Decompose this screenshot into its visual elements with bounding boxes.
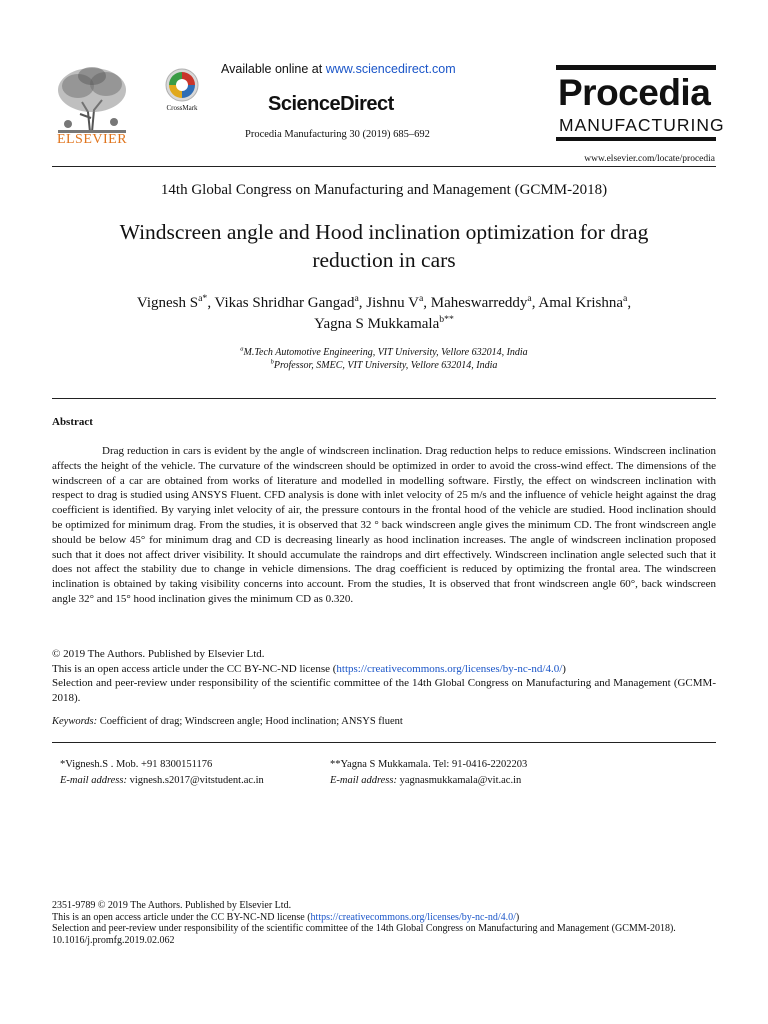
author-name: Vikas Shridhar Gangad [214, 295, 355, 311]
sciencedirect-brand: ScienceDirect [268, 93, 394, 115]
footer-peer-review: Selection and peer-review under responsibility of the scientific committee of the 14th Global Congress on Manufacturing and Management (GCMM-2018). [52, 923, 676, 935]
crossmark-label: CrossMark [166, 104, 198, 112]
procedia-subtitle: MANUFACTURING [559, 115, 725, 135]
author [538, 295, 631, 311]
author-name: Vignesh S [136, 295, 199, 311]
corresponding-author-2 [330, 757, 527, 789]
keywords-label: Keywords: [52, 716, 98, 727]
email-label: E-mail address: [330, 775, 397, 786]
email-address[interactable]: yagnasmukkamala@vit.ac.in [396, 775, 522, 786]
procedia-name: Procedia [558, 72, 711, 113]
procedia-top-bar [556, 65, 716, 70]
congress-name: 14th Global Congress on Manufacturing and Management (GCMM-2018) [160, 182, 608, 198]
author-affil-mark: b** [439, 314, 454, 325]
affiliation-text: M.Tech Automotive Engineering, VIT University, Vellore 632014, India [243, 347, 528, 358]
rights-statement [52, 647, 716, 705]
author-separator: , [531, 295, 539, 311]
author-separator: , [358, 295, 367, 311]
sciencedirect-link[interactable]: www.sciencedirect.com [325, 62, 456, 76]
affiliation-mark: a [240, 345, 244, 353]
doi[interactable]: 10.1016/j.promfg.2019.02.062 [52, 935, 175, 947]
author [314, 316, 454, 332]
available-online-line [221, 62, 456, 76]
license-prefix: This is an open access article under the CC BY-NC-ND license ( [52, 662, 337, 675]
procedia-bottom-bar [556, 137, 716, 141]
author-name: Amal Krishna [538, 295, 623, 311]
affiliations [60, 346, 708, 372]
author-name: Jishnu V [366, 295, 419, 311]
title-line-1: Windscreen angle and Hood inclination optimization for drag [119, 220, 649, 244]
author [137, 295, 215, 311]
crossmark-icon [165, 68, 199, 102]
footer-license-link[interactable]: https://creativecommons.org/licenses/by-nc-nd/4.0/ [310, 911, 516, 923]
keywords-text: Coefficient of drag; Windscreen angle; Hood inclination; ANSYS fluent [97, 716, 403, 727]
author-affil-mark: a [623, 293, 628, 304]
journal-homepage-url[interactable]: www.elsevier.com/locate/procedia [584, 154, 715, 164]
journal-reference: Procedia Manufacturing 30 (2019) 685–692 [245, 129, 430, 140]
author [431, 295, 539, 311]
email-label: E-mail address: [60, 775, 127, 786]
author [215, 295, 367, 311]
author-name: Maheswarreddy [430, 295, 528, 311]
author [366, 295, 430, 311]
license-suffix: ) [562, 662, 566, 675]
affiliation [60, 346, 708, 359]
page-footer [52, 900, 716, 947]
available-prefix: Available online at [221, 62, 326, 76]
abstract-body: Drag reduction in cars is evident by the angle of windscreen inclination. Drag reduction helps to reduce emissions. Windscreen inclination affects the height of the vehicle. The curvature of the windscreen should be optimized in order to avoid the cross-wind effect. The dimensions of the windscreen of a car are obtained from works of literature and modelled in modelling software. Firstly, the effect on windscreen inclination with respect to drag is studied using ANSYS Fluent. CFD analysis is done with inlet velocity of 25 m/s and the influence of vehicle height against the drag coefficient is identified. By varying inlet velocity of air, the pressure contours in the frontal hood of the vehicle are studied. Hood inclination should be optimized for minimum drag. From the studies, it is observed that 32 ° back windscreen angle gives the minimum CD. The front windscreen angle should be below 45° for minimum drag and CD is decreasing linearly as hood inclination increases. The angle of windscreen inclination proposed such that it does not affect driver visibility. It should accumulate the raindrops and dirt effectively. Windscreen inclination angle selected such that it does not affect the stability due to change in vehicle dimensions. The drag coefficient is reduced by optimizing the frontal area. The windscreen inclination is obtained by taking visibility concerns into account. From the studies, It is observed that front windscreen angle 60°, back windscreen angle 32° and 15° hood inclination gives the minimum CD as 0.320. [52, 445, 716, 605]
footer-license-line [52, 912, 716, 924]
author-separator: , [207, 295, 215, 311]
author-affil-mark: a [354, 293, 359, 304]
corresponding-author-1 [60, 757, 264, 789]
license-line [52, 662, 716, 677]
elsevier-wordmark: ELSEVIER [56, 132, 128, 147]
affiliation [60, 359, 708, 372]
issn-line: 2351-9789 © 2019 The Authors. Published by Elsevier Ltd. [52, 900, 292, 911]
contact-line: *Vignesh.S . Mob. +91 8300151176 [60, 759, 213, 770]
author-affil-mark: a [418, 293, 424, 304]
contact-line: **Yagna S Mukkamala. Tel: 91-0416-2202203 [330, 759, 528, 770]
crossmark-badge[interactable] [158, 68, 206, 112]
email-address[interactable]: vignesh.s2017@vitstudent.ac.in [126, 775, 264, 786]
email-line [330, 773, 527, 789]
author-separator: , [423, 295, 431, 311]
author-name: Yagna S Mukkamala [314, 316, 440, 332]
peer-review-line: Selection and peer-review under responsibility of the scientific committee of the 14th Global Congress on Manufacturing and Management (GCMM-2018). [52, 677, 716, 704]
header-divider [52, 166, 716, 167]
keywords-line [52, 716, 716, 727]
abstract-top-divider [52, 398, 716, 399]
author-affil-mark: a [527, 293, 532, 304]
affiliation-text: Professor, SMEC, VIT University, Vellore 632014, India [273, 360, 498, 371]
author-list [60, 293, 708, 335]
footer-license-suffix: ) [515, 911, 520, 923]
footer-license-prefix: This is an open access article under the CC BY-NC-ND license ( [52, 911, 311, 923]
paper-title [60, 218, 708, 274]
author-affil-mark: a* [198, 293, 208, 304]
title-line-2: reduction in cars [312, 248, 456, 272]
license-link[interactable]: https://creativecommons.org/licenses/by-nc-nd/4.0/ [336, 662, 563, 675]
affiliation-mark: b [270, 358, 274, 366]
abstract-heading: Abstract [52, 416, 93, 428]
author-separator: , [627, 295, 632, 311]
copyright-line: © 2019 The Authors. Published by Elsevier Ltd. [52, 648, 265, 660]
abstract-bottom-divider [52, 742, 716, 743]
email-line [60, 773, 264, 789]
